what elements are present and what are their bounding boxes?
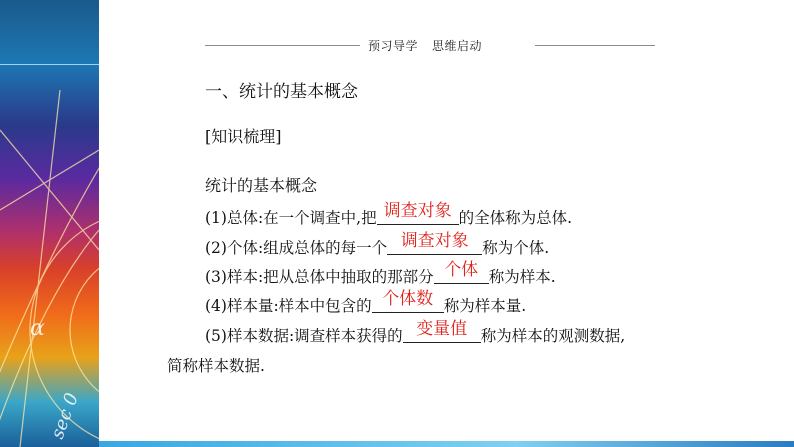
item-text: 称为样本的观测数据, bbox=[480, 327, 626, 345]
header-part-preview: 预习导学 bbox=[368, 39, 419, 53]
answer-blank bbox=[434, 260, 489, 284]
answer-text: 个体 bbox=[444, 260, 479, 280]
item-text: 称为个体. bbox=[482, 239, 550, 257]
item-text: 的全体称为总体. bbox=[458, 209, 573, 227]
left-decorative-panel bbox=[0, 0, 99, 447]
header-part-thinking: 思维启动 bbox=[432, 39, 483, 53]
answer-text: 变量值 bbox=[416, 319, 468, 339]
answer-blank bbox=[387, 231, 482, 255]
header-line-right bbox=[535, 45, 655, 46]
item-text: (2)个体:组成总体的每一个 bbox=[205, 239, 388, 257]
concept-title: 统计的基本概念 bbox=[205, 176, 318, 195]
answer-blank bbox=[403, 319, 481, 343]
geometry-decoration bbox=[0, 0, 99, 447]
definition-sample-data bbox=[205, 319, 626, 346]
section-title: 一、统计的基本概念 bbox=[205, 82, 358, 102]
item-text: 称为样本. bbox=[488, 268, 556, 286]
page-header bbox=[205, 36, 655, 54]
definition-sample-size bbox=[205, 289, 527, 316]
sec-formula: sec 0 bbox=[46, 390, 83, 442]
item-text: 称为样本量. bbox=[443, 297, 527, 315]
bottom-accent-bar bbox=[99, 441, 794, 447]
answer-blank bbox=[377, 201, 459, 225]
item-text: (1)总体:在一个调查中,把 bbox=[205, 209, 377, 227]
definition-sample-data-continued: 简称样本数据. bbox=[167, 357, 265, 375]
alpha-symbol: α bbox=[30, 316, 45, 341]
definition-individual bbox=[205, 231, 550, 258]
knowledge-heading: [知识梳理] bbox=[205, 127, 282, 146]
answer-text: 调查对象 bbox=[383, 201, 452, 221]
item-text: (3)样本:把从总体中抽取的那部分 bbox=[205, 268, 434, 286]
definition-population bbox=[205, 201, 573, 228]
item-text: (5)样本数据:调查样本获得的 bbox=[205, 327, 403, 345]
answer-text: 个体数 bbox=[382, 289, 434, 309]
answer-blank bbox=[372, 289, 444, 313]
header-line-left bbox=[205, 45, 360, 46]
item-text: (4)样本量:样本中包含的 bbox=[205, 297, 372, 315]
header-title bbox=[368, 37, 482, 54]
answer-text: 调查对象 bbox=[400, 231, 469, 251]
